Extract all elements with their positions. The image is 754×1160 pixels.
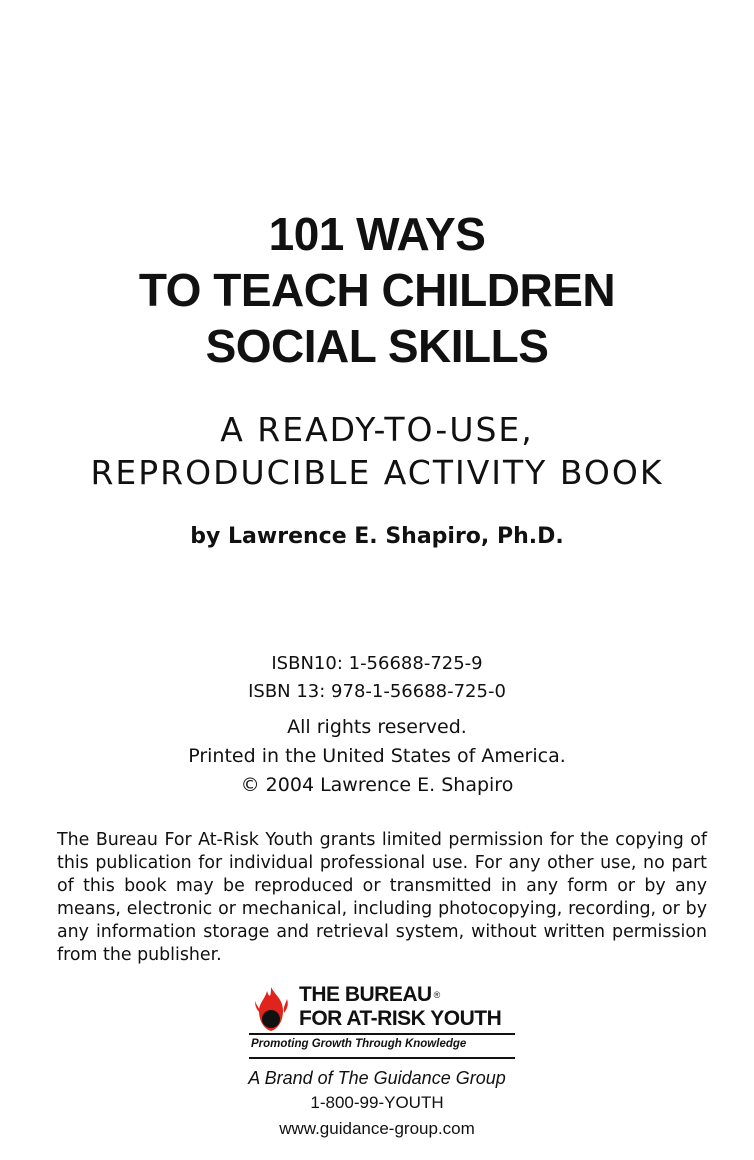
logo-line2: FOR AT-RISK YOUTH <box>299 1007 502 1030</box>
book-subtitle <box>0 408 754 494</box>
logo-divider <box>249 1033 515 1035</box>
book-title <box>0 206 754 374</box>
printed-in: Printed in the United States of America. <box>188 745 566 767</box>
brand-line: A Brand of The Guidance Group <box>248 1068 506 1088</box>
title-line: 101 WAYS <box>268 208 486 260</box>
logo-line1: THE BUREAU <box>299 983 432 1006</box>
logo-divider <box>249 1057 515 1059</box>
publisher-logo <box>249 983 517 1063</box>
website-url: www.guidance-group.com <box>279 1119 475 1138</box>
flame-icon <box>249 985 293 1033</box>
author-line: by Lawrence E. Shapiro, Ph.D. <box>190 524 564 549</box>
phone-number: 1-800-99-YOUTH <box>310 1093 444 1112</box>
rights-block <box>0 713 754 800</box>
logo-tagline: Promoting Growth Through Knowledge <box>251 1038 467 1050</box>
registered-mark: ® <box>433 990 440 1000</box>
logo-wordmark <box>299 983 501 1031</box>
subtitle-line: A READY-TO-USE, <box>220 410 534 449</box>
isbn-block <box>0 650 754 706</box>
rights-reserved: All rights reserved. <box>287 716 467 738</box>
title-line: TO TEACH CHILDREN <box>138 264 616 316</box>
subtitle-line: REPRODUCIBLE ACTIVITY BOOK <box>90 453 664 492</box>
title-line: SOCIAL SKILLS <box>205 320 549 372</box>
isbn10: ISBN10: 1-56688-725-9 <box>271 653 483 674</box>
isbn13: ISBN 13: 978-1-56688-725-0 <box>248 681 506 702</box>
permission-paragraph: The Bureau For At-Risk Youth grants limited permission for the copying of this publication for individual professional use. For any other use, no part of this book may be reproduced or transmitted in any form or by any means, electronic or mechanical, including photocopying, recording, or by any information storage and retrieval system, without written permission from the publisher. <box>57 830 707 965</box>
copyright-notice: © 2004 Lawrence E. Shapiro <box>240 774 514 796</box>
